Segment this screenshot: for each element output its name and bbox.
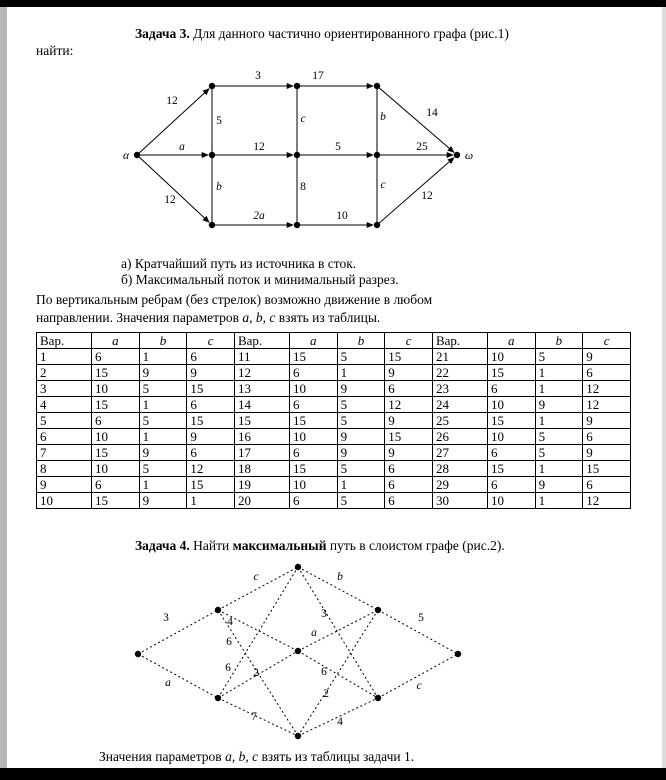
table-cell: 6 (487, 381, 535, 397)
table-row (37, 397, 631, 413)
table-cell: 1 (535, 381, 583, 397)
table-cell: 5 (337, 493, 385, 509)
table-cell: 15 (289, 461, 337, 477)
table-cell: 9 (37, 477, 92, 493)
task4-pre: Найти (189, 538, 233, 554)
table-cell: 19 (234, 477, 289, 493)
table-cell: 9 (583, 349, 631, 365)
graph-edge (137, 155, 209, 222)
graph-edge (138, 610, 218, 654)
graph-node (215, 606, 221, 612)
graph-edge-label: 12 (166, 94, 178, 107)
graph-edge-label: 4 (337, 715, 343, 728)
graph-edge-label: 2a (253, 209, 265, 222)
table-cell: 22 (432, 365, 487, 381)
task3-heading (36, 25, 596, 60)
table-cell: 6 (487, 477, 535, 493)
table-cell: 29 (432, 477, 487, 493)
table-cell: 18 (234, 461, 289, 477)
table-cell: 5 (37, 413, 92, 429)
table-cell: 15 (289, 413, 337, 429)
table-cell: 9 (535, 397, 583, 413)
table-cell: 9 (139, 365, 187, 381)
table-cell: 10 (487, 397, 535, 413)
table-cell: 14 (234, 397, 289, 413)
table-cell: 12 (583, 381, 631, 397)
figure2-layered-graph (128, 559, 473, 744)
table-cell: 15 (92, 397, 140, 413)
table-cell: 15 (187, 477, 235, 493)
variants-table (36, 332, 631, 509)
table-cell: 9 (385, 413, 433, 429)
graph-node (209, 221, 215, 227)
table-cell: 6 (385, 477, 433, 493)
table-cell: 9 (187, 429, 235, 445)
graph-edge-label: b (216, 180, 222, 193)
table-cell: 1 (139, 349, 187, 365)
table-cell: 1 (139, 429, 187, 445)
table-cell: 10 (37, 493, 92, 509)
table-cell: 6 (289, 493, 337, 509)
table-cell: 5 (337, 349, 385, 365)
table-row (37, 413, 631, 429)
graph-node (454, 151, 460, 157)
task4-bold-word: максимальный (232, 538, 327, 554)
table-cell: 1 (535, 461, 583, 477)
table-header-cell: Вар. (37, 333, 92, 349)
table-cell: 1 (535, 493, 583, 509)
table-cell: 9 (385, 445, 433, 461)
table-cell: 15 (187, 413, 235, 429)
graph-node (295, 732, 301, 738)
task3-note-line2: направлении. Значения параметров (36, 309, 243, 325)
table-cell: 12 (385, 397, 433, 413)
graph-node (209, 151, 215, 157)
task4-footer (36, 749, 632, 765)
graph-edge-label: 12 (253, 140, 265, 153)
task4-heading (36, 537, 596, 554)
table-cell: 12 (234, 365, 289, 381)
graph-edge-label: 2 (253, 666, 259, 679)
table-cell: 9 (337, 381, 385, 397)
table-header-cell: Вар. (432, 333, 487, 349)
graph-edge-label: 12 (164, 193, 176, 206)
task3-label: Задача 3. (135, 26, 190, 41)
bottom-black-bar (0, 768, 666, 780)
graph-edge-label: 8 (300, 180, 306, 193)
graph-edge (138, 654, 218, 698)
table-cell: 1 (535, 365, 583, 381)
table-cell: 10 (487, 429, 535, 445)
table-cell: 5 (535, 429, 583, 445)
table-cell: 23 (432, 381, 487, 397)
task3-item-a: а) Кратчайший путь из источника в сток. (121, 255, 357, 271)
table-cell: 8 (37, 461, 92, 477)
table-cell: 5 (337, 397, 385, 413)
table-cell: 1 (187, 493, 235, 509)
table-cell: 15 (385, 429, 433, 445)
graph-edge-label: 5 (335, 140, 341, 153)
table-cell: 15 (487, 413, 535, 429)
graph-node (295, 563, 301, 569)
graph-edge-label: c (300, 112, 306, 125)
table-cell: 1 (337, 477, 385, 493)
table-cell: 15 (92, 445, 140, 461)
graph-edge (298, 651, 378, 698)
table-cell: 9 (139, 445, 187, 461)
graph-edge-label: 14 (426, 106, 438, 119)
table-cell: 24 (432, 397, 487, 413)
table-cell: 1 (139, 477, 187, 493)
table-cell: 6 (583, 477, 631, 493)
table-cell: 6 (289, 365, 337, 381)
table-cell: 9 (583, 445, 631, 461)
table-cell: 28 (432, 461, 487, 477)
task4-label: Задача 4. (135, 538, 190, 554)
graph-edge (218, 698, 298, 736)
table-header-cell: b (139, 333, 187, 349)
table-cell: 1 (337, 365, 385, 381)
table-cell: 5 (139, 381, 187, 397)
graph-node (375, 694, 381, 700)
graph-edge-label: 6 (225, 661, 231, 674)
top-black-bar (0, 0, 666, 7)
task3-title-line2: найти: (36, 43, 74, 59)
table-cell: 10 (289, 429, 337, 445)
table-cell: 12 (187, 461, 235, 477)
table-cell: 9 (139, 493, 187, 509)
table-cell: 5 (139, 413, 187, 429)
graph-node (295, 647, 301, 653)
table-cell: 15 (187, 381, 235, 397)
graph-edge-label: 3 (163, 611, 169, 624)
graph-edge-label: 17 (312, 69, 324, 82)
table-header-cell: a (92, 333, 140, 349)
table-cell: 15 (234, 413, 289, 429)
graph-node (215, 694, 221, 700)
table-cell: 4 (37, 397, 92, 413)
table-cell: 5 (535, 349, 583, 365)
table-cell: 15 (385, 349, 433, 365)
table-cell: 6 (187, 349, 235, 365)
table-cell: 9 (535, 477, 583, 493)
graph-edge-label: 12 (421, 189, 433, 202)
graph-edge-label: 5 (216, 114, 222, 127)
task3-note-params: a, b, c (242, 309, 276, 325)
table-row (37, 429, 631, 445)
graph-edge-label: a (165, 676, 171, 689)
graph-edge-label: 6 (321, 665, 327, 678)
table-cell: 16 (234, 429, 289, 445)
graph-node (209, 82, 215, 88)
table-header-row (37, 333, 631, 349)
table-cell: 10 (92, 381, 140, 397)
table-header-cell: a (289, 333, 337, 349)
graph-edge-label: 3 (321, 607, 327, 620)
graph-node (374, 221, 380, 227)
graph-edge-label: 5 (418, 611, 424, 624)
table-cell: 30 (432, 493, 487, 509)
graph-edge-label: 25 (416, 140, 428, 153)
table-cell: 10 (487, 349, 535, 365)
table-cell: 6 (92, 413, 140, 429)
table-cell: 9 (187, 365, 235, 381)
graph-edge-label: 2 (323, 687, 329, 700)
table-cell: 6 (385, 461, 433, 477)
table-header-cell: Вар. (234, 333, 289, 349)
table-cell: 6 (92, 349, 140, 365)
table-cell: 25 (432, 413, 487, 429)
table-cell: 15 (92, 365, 140, 381)
graph-node (374, 82, 380, 88)
page-edge-left (0, 7, 7, 768)
graph-edge-label: b (380, 110, 386, 123)
graph-node-label: ω (464, 149, 474, 162)
task4-footer-params: a, b, c (225, 748, 259, 764)
table-cell: 10 (289, 381, 337, 397)
table-cell: 15 (583, 461, 631, 477)
task3-note-line1: По вертикальным ребрам (без стрелок) возможно движение в любом (36, 292, 433, 308)
graph-node (294, 82, 300, 88)
table-cell: 5 (139, 461, 187, 477)
graph-edge-label: b (337, 570, 343, 583)
graph-node-label: α (122, 149, 130, 162)
table-cell: 5 (535, 445, 583, 461)
table-header-cell: b (535, 333, 583, 349)
graph-edge-label: c (253, 570, 259, 583)
table-row (37, 365, 631, 381)
table-cell: 5 (337, 413, 385, 429)
table-header-cell: a (487, 333, 535, 349)
graph-edge (298, 567, 378, 698)
graph-edge-label: c (416, 679, 422, 692)
table-cell: 20 (234, 493, 289, 509)
table-cell: 13 (234, 381, 289, 397)
table-row (37, 493, 631, 509)
table-row (37, 349, 631, 365)
task4-post: путь в слоистом графе (рис.2). (326, 538, 505, 554)
table-header-cell: c (385, 333, 433, 349)
table-header-cell: c (583, 333, 631, 349)
table-header-cell: b (337, 333, 385, 349)
table-cell: 5 (337, 461, 385, 477)
table-cell: 10 (487, 493, 535, 509)
graph-node (134, 151, 140, 157)
table-row (37, 445, 631, 461)
graph-edge (377, 157, 454, 224)
task3-note-post: взять из таблицы. (275, 309, 381, 325)
table-cell: 7 (37, 445, 92, 461)
graph-edge (298, 607, 378, 651)
table-cell: 6 (583, 429, 631, 445)
page-edge-right (662, 7, 666, 768)
graph-node (374, 151, 380, 157)
graph-node (455, 650, 461, 656)
graph-edge-label: c (380, 178, 386, 191)
table-cell: 6 (583, 365, 631, 381)
table-cell: 3 (37, 381, 92, 397)
table-cell: 6 (289, 397, 337, 413)
graph-edge-label: 6 (226, 635, 232, 648)
table-cell: 15 (487, 461, 535, 477)
table-row (37, 461, 631, 477)
figure1-flow-graph (122, 66, 482, 256)
table-cell: 15 (289, 349, 337, 365)
table-cell: 12 (583, 397, 631, 413)
table-cell: 1 (37, 349, 92, 365)
table-cell: 10 (289, 477, 337, 493)
table-cell: 6 (289, 445, 337, 461)
graph-node (294, 151, 300, 157)
graph-node (294, 221, 300, 227)
graph-edge-label: a (311, 626, 317, 639)
table-cell: 6 (187, 445, 235, 461)
graph-edge-label: a (179, 140, 185, 153)
task3-title-text: Для данного частично ориентированного графа (рис.1) (189, 26, 509, 41)
table-cell: 6 (92, 477, 140, 493)
task4-footer-post: взять из таблицы задачи 1. (258, 748, 415, 764)
table-cell: 1 (139, 397, 187, 413)
document-page (7, 7, 662, 768)
table-cell: 11 (234, 349, 289, 365)
table-cell: 26 (432, 429, 487, 445)
table-row (37, 381, 631, 397)
table-cell: 15 (487, 365, 535, 381)
table-header-cell: c (187, 333, 235, 349)
table-cell: 6 (187, 397, 235, 413)
table-cell: 6 (487, 445, 535, 461)
table-cell: 9 (583, 413, 631, 429)
table-cell: 9 (337, 445, 385, 461)
graph-edge-label: 7 (251, 710, 257, 723)
table-cell: 6 (385, 381, 433, 397)
table-cell: 10 (92, 461, 140, 477)
table-cell: 6 (385, 493, 433, 509)
table-cell: 9 (385, 365, 433, 381)
task3-item-b: б) Максимальный поток и минимальный разрез. (121, 272, 399, 288)
graph-node (375, 606, 381, 612)
table-cell: 1 (535, 413, 583, 429)
graph-edge-label: 10 (336, 209, 348, 222)
table-cell: 10 (92, 429, 140, 445)
table-cell: 9 (337, 429, 385, 445)
table-cell: 6 (37, 429, 92, 445)
table-cell: 27 (432, 445, 487, 461)
table-cell: 17 (234, 445, 289, 461)
table-cell: 15 (92, 493, 140, 509)
graph-edge-label: 4 (227, 615, 233, 628)
table-row (37, 477, 631, 493)
graph-node (135, 650, 141, 656)
task4-footer-pre: Значения параметров (99, 748, 226, 764)
task3-note (36, 291, 630, 326)
graph-edge-label: 3 (255, 69, 261, 82)
table-cell: 21 (432, 349, 487, 365)
table-cell: 12 (583, 493, 631, 509)
table-cell: 2 (37, 365, 92, 381)
